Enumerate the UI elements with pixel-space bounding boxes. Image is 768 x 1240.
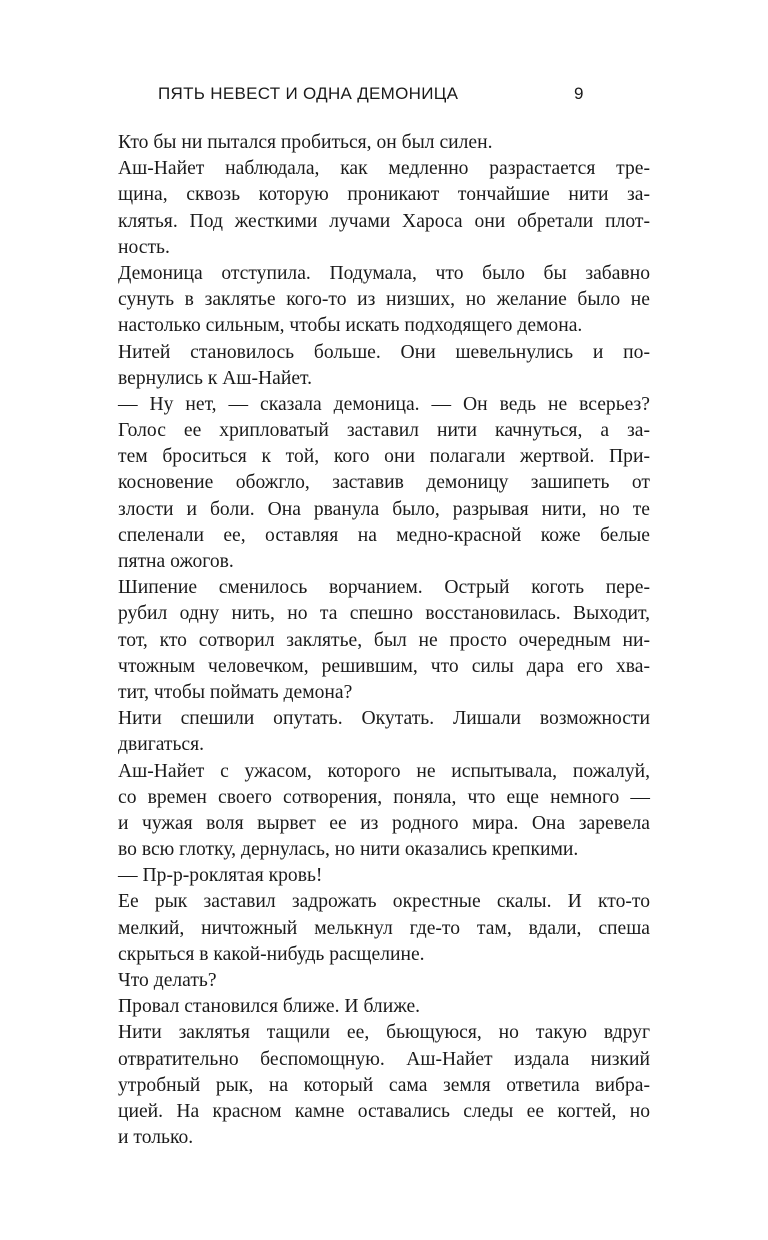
text-line: двигаться. [118, 734, 205, 756]
text-line: злости и боли. Она рванула было, разрывая нити, но те [118, 498, 650, 520]
text-line: отвратительно беспомощную. Аш-Найет издала низкий [118, 1048, 650, 1070]
text-line: тит, чтобы поймать демона? [118, 681, 353, 703]
text-line: Демоница отступила. Подумала, что было бы забавно [118, 262, 650, 284]
text-line: Нити заклятья тащили ее, бьющуюся, но такую вдруг [118, 1022, 650, 1044]
text-line: Аш-Найет с ужасом, которого не испытывала, пожалуй, [118, 760, 650, 782]
text-line: утробный рык, на который сама земля ответила вибра- [118, 1074, 650, 1096]
text-line: Шипение сменилось ворчанием. Острый коготь пере- [118, 577, 650, 599]
text-line: и чужая воля вырвет ее из родного мира. Она заревела [118, 812, 650, 834]
text-line: во всю глотку, дернулась, но нити оказались крепкими. [118, 839, 579, 861]
text-line: Нитей становилось больше. Они шевельнулись и по- [118, 341, 650, 363]
text-line: Что делать? [118, 970, 217, 991]
text-line: чтожным человечком, решившим, что силы дара его хва- [118, 655, 650, 677]
text-line: цией. На красном камне оставались следы ее когтей, но [118, 1100, 650, 1122]
page-number: 9 [574, 84, 584, 103]
text-line: Аш-Найет наблюдала, как медленно разрастается тре- [118, 158, 650, 180]
text-line: клятья. Под жесткими лучами Хароса они обретали плот- [118, 210, 650, 232]
text-line: сунуть в заклятье кого-то из низших, но желание было не [118, 289, 650, 311]
body-text [118, 130, 650, 1151]
text-line: Кто бы ни пытался пробиться, он был силен. [118, 132, 493, 153]
text-line: спеленали ее, оставляя на медно-красной коже белые [118, 524, 650, 546]
running-header [118, 84, 598, 108]
text-line: тем броситься к той, кого они полагали жертвой. При- [118, 446, 650, 468]
text-line: — Пр-р-роклятая кровь! [118, 865, 323, 887]
text-line: Голос ее хрипловатый заставил нити качнуться, а за- [118, 420, 650, 442]
text-line: ность. [118, 236, 170, 258]
text-line: Нити спешили опутать. Окутать. Лишали возможности [118, 708, 650, 730]
text-line: скрыться в какой-нибудь расщелине. [118, 943, 425, 965]
text-line: косновение обожгло, заставив демоницу зашипеть от [118, 472, 650, 494]
text-line: Провал становился ближе. И ближе. [118, 996, 421, 1018]
text-line: настолько сильным, чтобы искать подходящего демона. [118, 315, 583, 337]
text-line: щина, сквозь которую проникают тончайшие нити за- [118, 184, 650, 206]
text-line: мелкий, ничтожный мелькнул где-то там, вдали, спеша [118, 917, 650, 939]
running-title: ПЯТЬ НЕВЕСТ И ОДНА ДЕМОНИЦА [158, 84, 459, 103]
text-line: со времен своего сотворения, поняла, что еще немного — [118, 786, 650, 808]
text-line: вернулись к Аш-Найет. [118, 367, 313, 389]
text-line: пятна ожогов. [118, 551, 234, 572]
text-line: Ее рык заставил задрожать окрестные скалы. И кто-то [118, 891, 650, 913]
text-line: рубил одну нить, но та спешно восстановилась. Выходит, [118, 603, 650, 625]
text-line: и только. [118, 1127, 194, 1149]
text-line: тот, кто сотворил заклятье, был не просто очередным ни- [118, 629, 650, 651]
text-line: — Ну нет, — сказала демоница. — Он ведь не всерьез? [118, 393, 650, 415]
